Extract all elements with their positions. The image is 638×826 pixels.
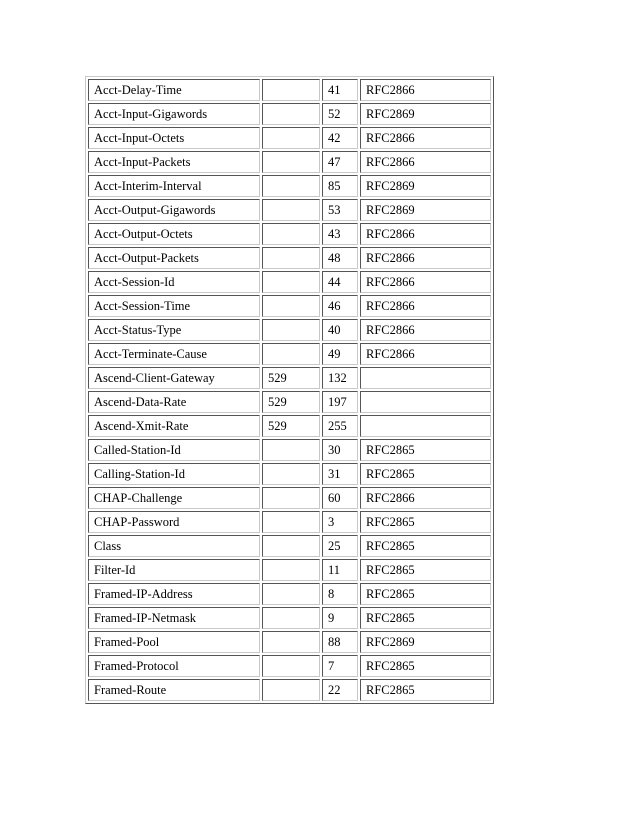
vendor-id-cell <box>262 343 320 365</box>
vendor-id-cell <box>262 463 320 485</box>
table-row <box>88 271 491 293</box>
attribute-name-cell: Acct-Input-Octets <box>88 127 260 149</box>
attribute-name-cell: Acct-Output-Gigawords <box>88 199 260 221</box>
attribute-type-cell: 31 <box>322 463 358 485</box>
attribute-type-cell: 60 <box>322 487 358 509</box>
table-row <box>88 295 491 317</box>
vendor-id-cell <box>262 175 320 197</box>
attribute-name-cell: CHAP-Challenge <box>88 487 260 509</box>
rfc-reference-cell: RFC2865 <box>360 607 491 629</box>
rfc-reference-cell: RFC2869 <box>360 103 491 125</box>
attribute-name-cell: Acct-Input-Packets <box>88 151 260 173</box>
attribute-name-cell: Framed-Pool <box>88 631 260 653</box>
vendor-id-cell <box>262 535 320 557</box>
vendor-id-cell <box>262 655 320 677</box>
attribute-type-cell: 40 <box>322 319 358 341</box>
table-row <box>88 679 491 701</box>
table-row <box>88 607 491 629</box>
attribute-name-cell: Acct-Status-Type <box>88 319 260 341</box>
vendor-id-cell <box>262 223 320 245</box>
vendor-id-cell <box>262 583 320 605</box>
attribute-type-cell: 255 <box>322 415 358 437</box>
attribute-type-cell: 48 <box>322 247 358 269</box>
attribute-name-cell: Filter-Id <box>88 559 260 581</box>
table-row <box>88 127 491 149</box>
attribute-type-cell: 22 <box>322 679 358 701</box>
attribute-type-cell: 8 <box>322 583 358 605</box>
attribute-name-cell: CHAP-Password <box>88 511 260 533</box>
table-row <box>88 439 491 461</box>
attribute-type-cell: 46 <box>322 295 358 317</box>
table-row <box>88 487 491 509</box>
attribute-type-cell: 9 <box>322 607 358 629</box>
attribute-name-cell: Ascend-Xmit-Rate <box>88 415 260 437</box>
table-row <box>88 655 491 677</box>
attribute-name-cell: Acct-Output-Packets <box>88 247 260 269</box>
attribute-type-cell: 11 <box>322 559 358 581</box>
rfc-reference-cell: RFC2866 <box>360 247 491 269</box>
table-row <box>88 559 491 581</box>
vendor-id-cell <box>262 103 320 125</box>
attribute-type-cell: 7 <box>322 655 358 677</box>
attribute-type-cell: 53 <box>322 199 358 221</box>
table-row <box>88 367 491 389</box>
rfc-reference-cell: RFC2869 <box>360 199 491 221</box>
table-row <box>88 175 491 197</box>
attribute-name-cell: Framed-Route <box>88 679 260 701</box>
table-row <box>88 583 491 605</box>
table-row <box>88 511 491 533</box>
attribute-name-cell: Framed-IP-Address <box>88 583 260 605</box>
vendor-id-cell <box>262 151 320 173</box>
rfc-reference-cell: RFC2865 <box>360 439 491 461</box>
vendor-id-cell: 529 <box>262 415 320 437</box>
vendor-id-cell <box>262 631 320 653</box>
attribute-type-cell: 3 <box>322 511 358 533</box>
attribute-type-cell: 42 <box>322 127 358 149</box>
vendor-id-cell <box>262 271 320 293</box>
table-row <box>88 319 491 341</box>
rfc-reference-cell: RFC2865 <box>360 559 491 581</box>
table-row <box>88 463 491 485</box>
attribute-type-cell: 47 <box>322 151 358 173</box>
attribute-table-body <box>88 79 491 701</box>
table-row <box>88 223 491 245</box>
vendor-id-cell: 529 <box>262 367 320 389</box>
table-row <box>88 79 491 101</box>
rfc-reference-cell: RFC2866 <box>360 295 491 317</box>
rfc-reference-cell: RFC2866 <box>360 151 491 173</box>
table-row <box>88 391 491 413</box>
table-row <box>88 103 491 125</box>
vendor-id-cell <box>262 487 320 509</box>
vendor-id-cell <box>262 127 320 149</box>
vendor-id-cell <box>262 79 320 101</box>
attribute-type-cell: 132 <box>322 367 358 389</box>
table-row <box>88 151 491 173</box>
rfc-reference-cell: RFC2866 <box>360 271 491 293</box>
attribute-name-cell: Acct-Session-Time <box>88 295 260 317</box>
attribute-type-cell: 49 <box>322 343 358 365</box>
attribute-name-cell: Framed-IP-Netmask <box>88 607 260 629</box>
table-row <box>88 199 491 221</box>
rfc-reference-cell: RFC2865 <box>360 535 491 557</box>
rfc-reference-cell <box>360 415 491 437</box>
attribute-name-cell: Called-Station-Id <box>88 439 260 461</box>
attribute-name-cell: Acct-Terminate-Cause <box>88 343 260 365</box>
table-row <box>88 343 491 365</box>
attribute-type-cell: 25 <box>322 535 358 557</box>
rfc-reference-cell: RFC2865 <box>360 583 491 605</box>
attribute-name-cell: Ascend-Data-Rate <box>88 391 260 413</box>
rfc-reference-cell: RFC2865 <box>360 679 491 701</box>
rfc-reference-cell: RFC2869 <box>360 175 491 197</box>
vendor-id-cell <box>262 439 320 461</box>
attribute-name-cell: Acct-Session-Id <box>88 271 260 293</box>
vendor-id-cell <box>262 199 320 221</box>
attribute-type-cell: 30 <box>322 439 358 461</box>
attribute-name-cell: Acct-Output-Octets <box>88 223 260 245</box>
rfc-reference-cell: RFC2866 <box>360 127 491 149</box>
table-row <box>88 415 491 437</box>
rfc-reference-cell: RFC2865 <box>360 655 491 677</box>
attribute-type-cell: 88 <box>322 631 358 653</box>
vendor-id-cell <box>262 319 320 341</box>
vendor-id-cell <box>262 247 320 269</box>
vendor-id-cell: 529 <box>262 391 320 413</box>
attribute-table <box>85 76 494 704</box>
attribute-type-cell: 85 <box>322 175 358 197</box>
rfc-reference-cell: RFC2866 <box>360 487 491 509</box>
rfc-reference-cell: RFC2865 <box>360 463 491 485</box>
rfc-reference-cell: RFC2866 <box>360 79 491 101</box>
vendor-id-cell <box>262 511 320 533</box>
attribute-name-cell: Calling-Station-Id <box>88 463 260 485</box>
vendor-id-cell <box>262 679 320 701</box>
table-row <box>88 247 491 269</box>
rfc-reference-cell: RFC2866 <box>360 343 491 365</box>
vendor-id-cell <box>262 295 320 317</box>
attribute-name-cell: Acct-Delay-Time <box>88 79 260 101</box>
attribute-name-cell: Framed-Protocol <box>88 655 260 677</box>
table-row <box>88 631 491 653</box>
rfc-reference-cell: RFC2869 <box>360 631 491 653</box>
attribute-type-cell: 197 <box>322 391 358 413</box>
attribute-type-cell: 41 <box>322 79 358 101</box>
vendor-id-cell <box>262 607 320 629</box>
attribute-name-cell: Class <box>88 535 260 557</box>
attribute-type-cell: 52 <box>322 103 358 125</box>
attribute-name-cell: Acct-Input-Gigawords <box>88 103 260 125</box>
attribute-type-cell: 44 <box>322 271 358 293</box>
table-row <box>88 535 491 557</box>
rfc-reference-cell: RFC2866 <box>360 319 491 341</box>
vendor-id-cell <box>262 559 320 581</box>
rfc-reference-cell: RFC2865 <box>360 511 491 533</box>
rfc-reference-cell: RFC2866 <box>360 223 491 245</box>
rfc-reference-cell <box>360 367 491 389</box>
attribute-name-cell: Acct-Interim-Interval <box>88 175 260 197</box>
rfc-reference-cell <box>360 391 491 413</box>
attribute-type-cell: 43 <box>322 223 358 245</box>
attribute-name-cell: Ascend-Client-Gateway <box>88 367 260 389</box>
